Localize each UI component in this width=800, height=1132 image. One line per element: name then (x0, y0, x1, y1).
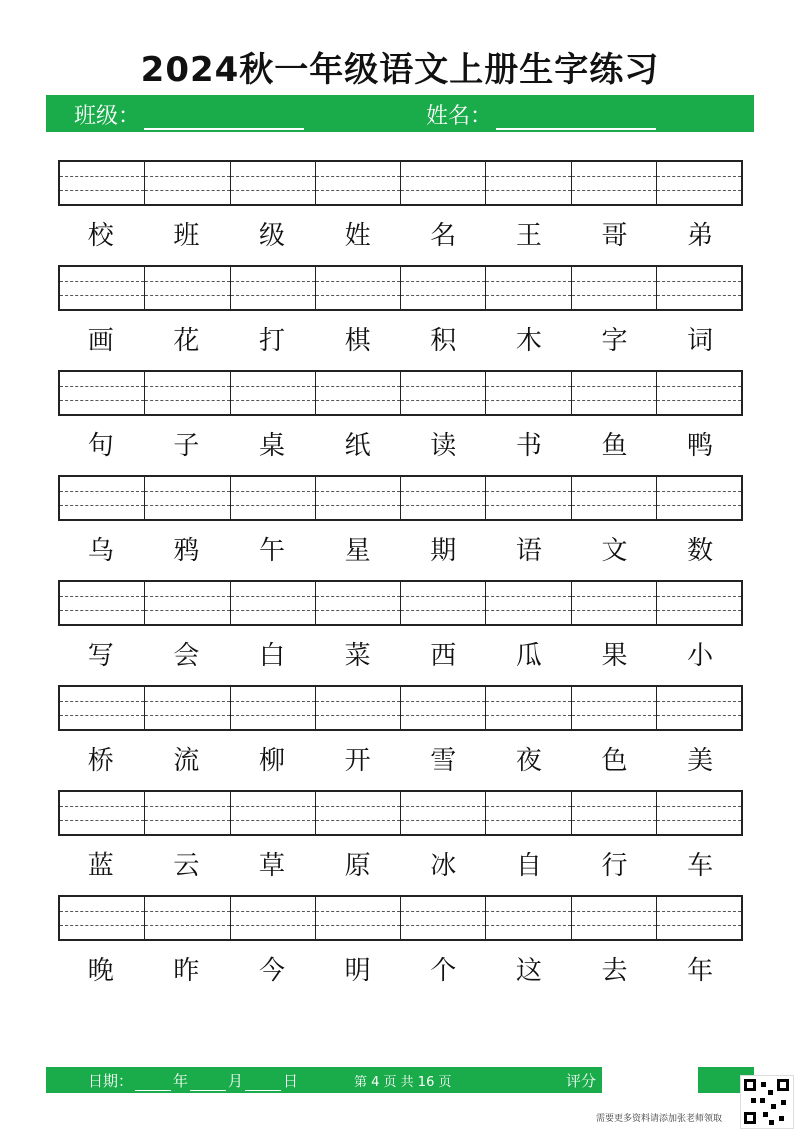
practice-block (58, 685, 743, 790)
pinyin-cell[interactable] (572, 372, 657, 414)
character-row (58, 426, 743, 466)
practice-block (58, 895, 743, 1000)
character: 果 (601, 641, 628, 671)
character: 菜 (344, 641, 371, 671)
pinyin-cell[interactable] (401, 267, 486, 309)
character: 小 (687, 641, 714, 671)
pinyin-cell[interactable] (60, 162, 145, 204)
pinyin-cell[interactable] (316, 372, 401, 414)
character: 美 (687, 746, 714, 776)
qr-code-icon (740, 1075, 794, 1129)
character: 写 (87, 641, 114, 671)
pinyin-cell[interactable] (145, 897, 230, 939)
name-label: 姓名： (426, 104, 493, 129)
pinyin-cell[interactable] (657, 267, 741, 309)
pinyin-cell[interactable] (231, 477, 316, 519)
name-field (426, 99, 656, 130)
pinyin-cell[interactable] (316, 687, 401, 729)
pinyin-cell[interactable] (316, 162, 401, 204)
pinyin-cell[interactable] (401, 792, 486, 834)
character: 校 (87, 221, 114, 251)
pinyin-cell[interactable] (60, 582, 145, 624)
character: 晚 (87, 956, 114, 986)
character: 句 (87, 431, 114, 461)
page-info: 第 4 页 共 16 页 (354, 1075, 452, 1090)
pinyin-cell[interactable] (231, 792, 316, 834)
month-blank[interactable] (190, 1076, 226, 1091)
character: 鸦 (173, 536, 200, 566)
pinyin-cell[interactable] (572, 897, 657, 939)
character: 夜 (515, 746, 542, 776)
date-field (88, 1070, 298, 1091)
pinyin-cell[interactable] (486, 792, 571, 834)
pinyin-cell[interactable] (60, 792, 145, 834)
character-row (58, 531, 743, 571)
score-label: 评分 (566, 1072, 597, 1090)
pinyin-cell[interactable] (60, 372, 145, 414)
pinyin-cell[interactable] (145, 687, 230, 729)
pinyin-row (58, 790, 743, 836)
class-label: 班级： (74, 104, 141, 129)
pinyin-cell[interactable] (60, 897, 145, 939)
character: 打 (259, 326, 286, 356)
pinyin-cell[interactable] (572, 477, 657, 519)
character-row (58, 216, 743, 256)
practice-grid (58, 160, 743, 1000)
day-blank[interactable] (245, 1076, 281, 1091)
character: 桌 (259, 431, 286, 461)
character: 云 (173, 851, 200, 881)
class-blank[interactable] (144, 106, 304, 130)
character: 柳 (259, 746, 286, 776)
character: 积 (430, 326, 457, 356)
pinyin-cell[interactable] (316, 267, 401, 309)
character: 车 (687, 851, 714, 881)
practice-block (58, 580, 743, 685)
pinyin-cell[interactable] (657, 687, 741, 729)
pinyin-cell[interactable] (486, 582, 571, 624)
pinyin-cell[interactable] (486, 897, 571, 939)
footer-bar (46, 1067, 754, 1093)
character: 期 (430, 536, 457, 566)
class-field (74, 99, 304, 130)
character: 哥 (601, 221, 628, 251)
character-row (58, 951, 743, 991)
promo-text: 需要更多资料请添加张老师领取 (596, 1114, 723, 1124)
character: 词 (687, 326, 714, 356)
pinyin-cell[interactable] (401, 897, 486, 939)
character: 瓜 (515, 641, 542, 671)
practice-block (58, 265, 743, 370)
character: 弟 (687, 221, 714, 251)
character: 王 (515, 221, 542, 251)
date-label: 日期： (88, 1072, 134, 1090)
pinyin-cell[interactable] (486, 477, 571, 519)
year-blank[interactable] (135, 1076, 171, 1091)
pinyin-cell[interactable] (572, 582, 657, 624)
pinyin-cell[interactable] (316, 897, 401, 939)
pinyin-cell[interactable] (572, 267, 657, 309)
character: 雪 (430, 746, 457, 776)
character: 子 (173, 431, 200, 461)
pinyin-cell[interactable] (231, 582, 316, 624)
year-label: 年 (173, 1072, 189, 1090)
character-row (58, 741, 743, 781)
pinyin-cell[interactable] (486, 267, 571, 309)
pinyin-cell[interactable] (316, 477, 401, 519)
pinyin-cell[interactable] (231, 162, 316, 204)
character: 字 (601, 326, 628, 356)
pinyin-cell[interactable] (486, 372, 571, 414)
character: 书 (515, 431, 542, 461)
practice-block (58, 160, 743, 265)
character: 乌 (87, 536, 114, 566)
pinyin-cell[interactable] (60, 687, 145, 729)
pinyin-cell[interactable] (145, 372, 230, 414)
character: 鸭 (687, 431, 714, 461)
character: 这 (515, 956, 542, 986)
character: 个 (430, 956, 457, 986)
character: 桥 (87, 746, 114, 776)
pinyin-cell[interactable] (231, 372, 316, 414)
character: 棋 (344, 326, 371, 356)
character: 班 (173, 221, 200, 251)
pinyin-cell[interactable] (231, 267, 316, 309)
character-row (58, 846, 743, 886)
pinyin-cell[interactable] (657, 582, 741, 624)
character: 级 (259, 221, 286, 251)
pinyin-cell[interactable] (657, 162, 741, 204)
character: 色 (601, 746, 628, 776)
character: 草 (259, 851, 286, 881)
pinyin-cell[interactable] (657, 477, 741, 519)
character-row (58, 321, 743, 361)
pinyin-cell[interactable] (657, 792, 741, 834)
pinyin-cell[interactable] (145, 582, 230, 624)
character: 读 (430, 431, 457, 461)
character: 白 (259, 641, 286, 671)
pinyin-row (58, 475, 743, 521)
pinyin-row (58, 265, 743, 311)
character: 行 (601, 851, 628, 881)
character: 去 (601, 956, 628, 986)
character: 花 (173, 326, 200, 356)
character: 姓 (344, 221, 371, 251)
practice-block (58, 370, 743, 475)
pinyin-cell[interactable] (401, 582, 486, 624)
pinyin-cell[interactable] (486, 162, 571, 204)
pinyin-cell[interactable] (572, 162, 657, 204)
pinyin-cell[interactable] (145, 267, 230, 309)
pinyin-cell[interactable] (231, 897, 316, 939)
pinyin-cell[interactable] (572, 792, 657, 834)
pinyin-cell[interactable] (401, 372, 486, 414)
pinyin-row (58, 160, 743, 206)
character: 年 (687, 956, 714, 986)
pinyin-cell[interactable] (657, 897, 741, 939)
character: 午 (259, 536, 286, 566)
character: 语 (515, 536, 542, 566)
pinyin-cell[interactable] (145, 162, 230, 204)
pinyin-row (58, 580, 743, 626)
pinyin-row (58, 895, 743, 941)
pinyin-cell[interactable] (486, 687, 571, 729)
pinyin-cell[interactable] (572, 687, 657, 729)
character: 开 (344, 746, 371, 776)
pinyin-cell[interactable] (60, 267, 145, 309)
character: 明 (344, 956, 371, 986)
practice-block (58, 475, 743, 580)
character: 原 (344, 851, 371, 881)
character: 文 (601, 536, 628, 566)
character: 名 (430, 221, 457, 251)
header-bar (46, 95, 754, 132)
pinyin-cell[interactable] (231, 687, 316, 729)
pinyin-cell[interactable] (316, 582, 401, 624)
character: 蓝 (87, 851, 114, 881)
footer-white-patch (602, 1067, 698, 1093)
character: 鱼 (601, 431, 628, 461)
character: 数 (687, 536, 714, 566)
pinyin-cell[interactable] (145, 477, 230, 519)
name-blank[interactable] (496, 106, 656, 130)
pinyin-cell[interactable] (401, 477, 486, 519)
practice-block (58, 790, 743, 895)
character: 会 (173, 641, 200, 671)
day-label: 日 (283, 1072, 299, 1090)
pinyin-row (58, 685, 743, 731)
pinyin-cell[interactable] (145, 792, 230, 834)
page-title: 2024秋一年级语文上册生字练习 (140, 50, 660, 90)
pinyin-cell[interactable] (60, 477, 145, 519)
pinyin-row (58, 370, 743, 416)
pinyin-cell[interactable] (401, 687, 486, 729)
character: 纸 (344, 431, 371, 461)
pinyin-cell[interactable] (401, 162, 486, 204)
pinyin-cell[interactable] (316, 792, 401, 834)
character: 冰 (430, 851, 457, 881)
character: 昨 (173, 956, 200, 986)
character: 自 (515, 851, 542, 881)
character-row (58, 636, 743, 676)
character: 星 (344, 536, 371, 566)
pinyin-cell[interactable] (657, 372, 741, 414)
month-label: 月 (228, 1072, 244, 1090)
character: 流 (173, 746, 200, 776)
character: 今 (259, 956, 286, 986)
character: 画 (87, 326, 114, 356)
character: 木 (515, 326, 542, 356)
character: 西 (430, 641, 457, 671)
